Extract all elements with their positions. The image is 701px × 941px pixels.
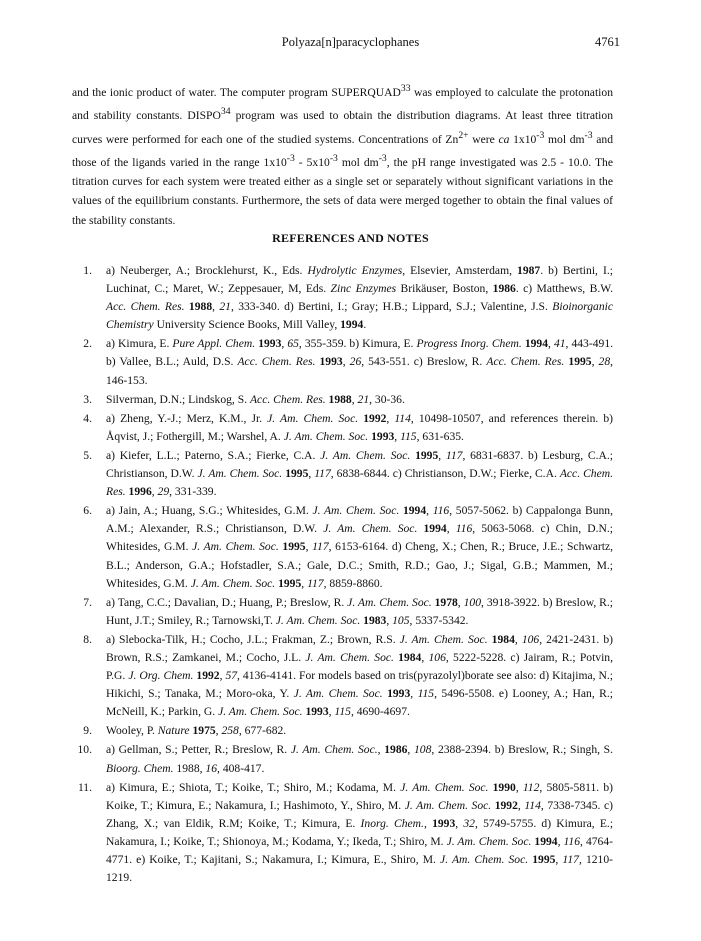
reference-item bbox=[72, 594, 613, 630]
reference-number: 10. bbox=[77, 743, 92, 757]
reference-item bbox=[72, 391, 613, 409]
reference-item bbox=[72, 447, 613, 501]
reference-number: 7. bbox=[83, 595, 92, 609]
reference-text: Silverman, D.N.; Lindskog, S. Acc. Chem. Res. 1988, 21, 30-36. bbox=[106, 392, 405, 406]
reference-number: 9. bbox=[83, 724, 92, 738]
reference-number: 6. bbox=[83, 504, 92, 518]
reference-number: 3. bbox=[83, 392, 92, 406]
reference-text: Wooley, P. Nature 1975, 258, 677-682. bbox=[106, 724, 287, 738]
reference-item bbox=[72, 410, 613, 446]
reference-text: a) Slebocka-Tilk, H.; Cocho, J.L.; Frakman, Z.; Brown, R.S. J. Am. Chem. Soc. 1984, 106, 2421-2431. b) Brown, R.S.; Zamkanei, M.; Cocho, J.L. J. Am. Chem. Soc. 1984, 106, 5222-5228. c) Jairam, R.; Potvin, P.G. J. Org. Chem. 1992, 57, 4136-4141. For models based on tris(pyrazolyl)borate see also: d) Kitajima, N.; Hikichi, S.; Tanaka, M.; Moro-oka, Y. J. Am. Chem. Soc. 1993, 115, 5496-5508. e) Looney, A.; Han, R.; McNeill, K.; Parkin, G. J. Am. Chem. Soc. 1993, 115, 4690-4697. bbox=[106, 632, 614, 719]
reference-item bbox=[72, 722, 613, 740]
reference-item bbox=[72, 741, 613, 777]
reference-text: a) Jain, A.; Huang, S.G.; Whitesides, G.M. J. Am. Chem. Soc. 1994, 116, 5057-5062. b) Cappalonga Bunn, A.M.; Alexander, R.S.; Christianson, D.W. J. Am. Chem. Soc. 1994, 116, 5063-5068. c) Chin, D.N.; Whitesides, G.M. J. Am. Chem. Soc. 1995, 117, 6153-6164. d) Cheng, X.; Chen, R.; Bruce, J.E.; Schwartz, B.L.; Anderson, G.A.; Hofstadler, S.A.; Gale, D.C.; Smith, R.D.; Gao, J.; Sigal, G.B.; Mammen, M.; Whitesides, G.M. J. Am. Chem. Soc. 1995, 117, 8859-8860. bbox=[106, 504, 614, 590]
reference-text: a) Kimura, E. Pure Appl. Chem. 1993, 65, 355-359. b) Kimura, E. Progress Inorg. Chem. 1994, 41, 443-491. b) Vallee, B.L.; Auld, D.S. Acc. Chem. Res. 1993, 26, 543-551. c) Breslow, R. Acc. Chem. Res. 1995, 28, 146-153. bbox=[106, 337, 614, 387]
reference-item bbox=[72, 631, 613, 721]
reference-text: a) Zheng, Y.-J.; Merz, K.M., Jr. J. Am. Chem. Soc. 1992, 114, 10498-10507, and references therein. b) Åqvist, J.; Fothergill, M.; Warshel, A. J. Am. Chem. Soc. 1993, 115, 631-635. bbox=[106, 411, 613, 443]
reference-text: a) Neuberger, A.; Brocklehurst, K., Eds. Hydrolytic Enzymes, Elsevier, Amsterdam, 1987. b) Bertini, I.; Luchinat, C.; Maret, W.; Zeppesauer, M, Eds. Zinc Enzymes Brikäuser, Boston, 1986. c) Matthews, B.W. Acc. Chem. Res. 1988, 21, 333-340. d) Bertini, I.; Gray; H.B.; Lippard, S.J.; Valentine, J.S. Bioinorganic Chemistry University Science Books, Mill Valley, 1994. bbox=[106, 264, 614, 332]
reference-number: 5. bbox=[83, 448, 92, 462]
page-number: 4761 bbox=[595, 35, 620, 49]
reference-item bbox=[72, 262, 613, 334]
reference-text: a) Tang, C.C.; Davalian, D.; Huang, P.; Breslow, R. J. Am. Chem. Soc. 1978, 100, 3918-3922. b) Breslow, R.; Hunt, J.T.; Smiley, R.; Tarnowski,T. J. Am. Chem. Soc. 1983, 105, 5337-5342. bbox=[106, 595, 613, 627]
reference-item bbox=[72, 502, 613, 592]
reference-number: 2. bbox=[83, 337, 92, 351]
reference-item bbox=[72, 335, 613, 389]
reference-text: a) Gellman, S.; Petter, R.; Breslow, R. J. Am. Chem. Soc., 1986, 108, 2388-2394. b) Breslow, R.; Singh, S. Bioorg. Chem. 1988, 16, 408-417. bbox=[106, 743, 614, 775]
reference-number: 1. bbox=[83, 264, 92, 277]
reference-number: 8. bbox=[83, 632, 92, 646]
reference-item bbox=[72, 779, 613, 888]
running-title: Polyaza[n]paracyclophanes bbox=[281, 35, 420, 49]
references-heading: REFERENCES AND NOTES bbox=[272, 231, 429, 245]
reference-list bbox=[72, 262, 613, 888]
reference-number: 11. bbox=[77, 780, 92, 794]
reference-text: a) Kimura, E.; Shiota, T.; Koike, T.; Shiro, M.; Kodama, M. J. Am. Chem. Soc. 1990, 112, 5805-5811. b) Koike, T.; Kimura, E.; Nakamura, I.; Hashimoto, Y., Shiro, M. J. Am. Chem. Soc. 1992, 114, 7338-7345. c) Zhang, X.; van Eldik, R.M; Koike, T.; Kimura, E. Inorg. Chem., 1993, 32, 5749-5755. d) Kimura, E.; Nakamura, I.; Koike, T.; Shionoya, M.; Kodama, Y.; Ikeda, T.; Shiro, M. J. Am. Chem. Soc. 1994, 116, 4764-4771. e) Koike, T.; Kajitani, S.; Nakamura, I.; Kimura, E., Shiro, M. J. Am. Chem. Soc. 1995, 117, 1210-1219. bbox=[106, 780, 614, 885]
reference-number: 4. bbox=[83, 411, 92, 425]
body-paragraph: and the ionic product of water. The computer program SUPERQUAD$^{33}$ was employed to calculate the protonation and stability constants. DISPO$^{34}$ program was used to obtain the distribution diagrams. At least three titration curves were performed for each one of the studied systems. Concentrations of $Zn^{2+}$ were ca $1x10^{-3}$ mol $dm^{-3}$ and those of the ligands varied in the range $1x10^{-3} - 5x10^{-3}$ mol $dm^{-3}$, the pH range investigated was 2.5 - 10.0. The titration curves for each system were treated either as a single set or separately without significant variations in the values of the equilibrium constants. Furthermore, the sets of data were merged together to obtain the final values of the stability constants. bbox=[72, 83, 614, 227]
reference-text: a) Kiefer, L.L.; Paterno, S.A.; Fierke, C.A. J. Am. Chem. Soc. 1995, 117, 6831-6837. b) Lesburg, C.A.; Christianson, D.W. J. Am. Chem. Soc. 1995, 117, 6838-6844. c) Christianson, D.W.; Fierke, C.A. Acc. Chem. Res. 1996, 29, 331-339. bbox=[106, 448, 614, 499]
